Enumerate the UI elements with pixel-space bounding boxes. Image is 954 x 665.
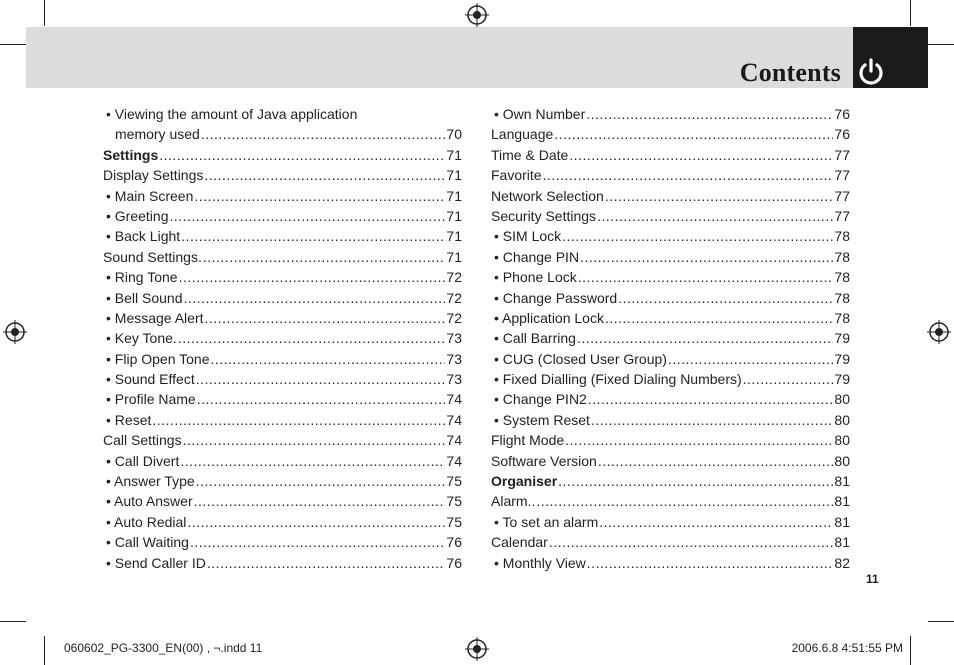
toc-leader-dots [196,369,446,389]
toc-leader-dots [618,288,833,308]
toc-entry-label: memory used [115,126,200,143]
toc-page-number: 71 [446,167,462,184]
toc-leader-dots [598,451,834,471]
toc-page-number: 78 [834,309,850,326]
toc-entry [491,308,850,328]
toc-page-number: 78 [834,248,850,265]
toc-leader-dots [597,206,833,226]
registration-mark-icon [465,3,489,27]
toc-page-number: 70 [446,126,462,143]
toc-page-number: 79 [834,371,850,388]
toc-page-number: 81 [834,473,850,490]
toc-entry [491,512,850,532]
toc-entry-label: • Monthly View [494,554,586,571]
toc-entry [491,165,850,185]
toc-entry [491,288,850,308]
toc-page-number: 74 [446,432,462,449]
toc-entry-label: Organiser [491,473,558,490]
toc-entry [491,267,850,287]
toc-leader-dots [587,553,834,573]
toc-column-right [491,104,850,573]
registration-mark-icon [927,320,951,344]
toc-page-number: 75 [446,473,462,490]
toc-leader-dots [197,389,446,409]
toc-leader-dots [207,553,446,573]
toc-leader-dots [577,328,833,348]
toc-leader-dots [586,104,833,124]
toc-page-number: 71 [446,248,462,265]
toc-leader-dots [194,186,445,206]
toc-leader-dots [569,145,833,165]
crop-mark [0,44,26,45]
toc-leader-dots [187,512,445,532]
crop-mark [910,0,911,26]
toc-page-number: 74 [446,391,462,408]
toc-leader-dots [205,308,446,328]
toc-page-number: 78 [834,228,850,245]
toc-entry-label: • Auto Answer [106,493,193,510]
toc-page-number: 73 [446,371,462,388]
toc-entry [491,410,850,430]
toc-entry-label: • System Reset [494,411,590,428]
toc-entry [491,369,850,389]
toc-entry [491,553,850,573]
toc-page-number: 74 [446,411,462,428]
toc-leader-dots [159,145,445,165]
toc-entry-label: • Answer Type [106,473,195,490]
toc-page-number: 72 [446,269,462,286]
toc-entry-label: • Call Waiting [106,534,189,551]
toc-entry [491,145,850,165]
toc-entry-label: Sound Settings. [103,248,202,265]
toc-leader-dots [170,206,446,226]
toc-entry [491,206,850,226]
toc-entry-label: Network Selection [491,187,604,204]
toc-entry [491,104,850,124]
toc-leader-dots [558,471,833,491]
toc-leader-dots [203,247,446,267]
toc-page-number: 71 [446,228,462,245]
toc-leader-dots [549,532,834,552]
toc-entry-label: • Sound Effect [106,371,195,388]
registration-mark-icon [465,637,489,661]
toc-entry [103,247,462,267]
toc-page-number: 73 [446,350,462,367]
toc-page-number: 74 [446,452,462,469]
toc-entry [491,247,850,267]
toc-entry-label: • Profile Name [106,391,196,408]
toc-leader-dots [591,410,833,430]
toc-leader-dots [183,430,446,450]
toc-entry-label: • Call Divert [106,452,180,469]
toc-leader-dots [210,349,445,369]
toc-entry [103,471,462,491]
toc-entry [491,328,850,348]
toc-leader-dots [194,491,446,511]
toc-leader-dots [181,226,445,246]
toc-page-number: 77 [834,167,850,184]
toc-entry [491,389,850,409]
toc-entry-label: • Reset [106,411,152,428]
toc-entry [103,267,462,287]
toc-page-number: 80 [834,411,850,428]
toc-entry-label: Alarm.. [491,493,536,510]
toc-entry [491,471,850,491]
crop-mark [0,621,26,622]
toc-leader-dots [605,186,834,206]
toc-page-number: 75 [446,513,462,530]
toc-entry [103,328,462,348]
toc-page-number: 81 [834,534,850,551]
toc-entry [491,430,850,450]
toc-page-number: 77 [834,187,850,204]
toc-leader-dots [543,165,834,185]
toc-entry-label: • Call Barring [494,330,576,347]
toc-leader-dots [152,410,445,430]
power-icon [855,56,887,88]
toc-leader-dots [562,226,833,246]
toc-entry [103,553,462,573]
toc-page-number: 80 [834,452,850,469]
toc-entry-label: • Application Lock [494,309,604,326]
toc-entry [491,532,850,552]
toc-entry [103,389,462,409]
toc-leader-dots [565,430,833,450]
page-title: Contents [739,58,841,87]
toc-leader-dots [668,349,833,369]
toc-leader-dots [190,532,445,552]
toc-leader-dots [179,267,446,287]
toc-entry-label: • Greeting [106,207,169,224]
toc-leader-dots [743,369,834,389]
toc-entry-label: • Flip Open Tone [106,350,210,367]
crop-mark [928,44,954,45]
toc-page-number: 79 [834,330,850,347]
toc-entry-label: • Key Tone. [106,330,177,347]
toc-entry-label: • Auto Redial [106,513,187,530]
toc-entry-label: Calendar [491,534,548,551]
toc-entry-label: • Own Number [494,106,586,122]
toc-page-number: 71 [446,187,462,204]
toc-entry [103,369,462,389]
toc-entry-label: Language [491,126,554,143]
toc-entry [103,104,462,124]
toc-page-number: 77 [834,146,850,163]
toc-leader-dots [580,247,833,267]
toc-entry [103,145,462,165]
crop-mark [928,621,954,622]
header-band [26,27,853,88]
toc-entry [491,124,850,144]
toc-leader-dots [180,451,445,471]
toc-leader-dots [536,491,833,511]
toc-leader-dots [196,471,446,491]
toc-entry-label: • Ring Tone [106,269,178,286]
toc-page-number: 71 [446,207,462,224]
toc-page-number: 81 [834,513,850,530]
toc-entry [103,349,462,369]
toc-page-number: 82 [834,554,850,571]
toc-page-number: 76 [446,554,462,571]
toc-entry [491,186,850,206]
toc-entry-label: Call Settings [103,432,182,449]
toc-entry-label: Favorite [491,167,542,184]
toc-entry [491,349,850,369]
toc-entry-label: • Main Screen [106,187,194,204]
toc-page-number: 80 [834,432,850,449]
crop-mark [44,636,45,665]
toc-leader-dots [178,328,446,348]
toc-leader-dots [599,512,833,532]
toc-page-number: 78 [834,269,850,286]
toc-entry-label: • CUG (Closed User Group) [494,350,667,367]
toc-page-number: 79 [834,350,850,367]
toc-entry [103,186,462,206]
toc-leader-dots [184,288,446,308]
toc-page-number: 72 [446,309,462,326]
toc-page-number: 76 [834,106,850,122]
toc-page-number: 75 [446,493,462,510]
toc-entry [103,124,462,144]
toc-entry [103,288,462,308]
toc-column-left [103,104,462,573]
toc-page-number: 71 [446,146,462,163]
toc-entry-label: • Back Light [106,228,181,245]
toc-entry-label: Software Version [491,452,597,469]
toc-entry-label: Display Settings [103,167,204,184]
toc-entry-label: • Change PIN [494,248,580,265]
footer-file-name: 060602_PG-3300_EN(00) , ¬.indd 11 [64,641,263,655]
toc-entry-label: • Phone Lock [494,269,577,286]
toc-entry [103,491,462,511]
toc-entry-label: • Bell Sound [106,289,183,306]
toc-entry-label: • Change PIN2 [494,391,587,408]
toc-page-number: 73 [446,330,462,347]
toc-entry [103,451,462,471]
toc-leader-dots [578,267,834,287]
toc-entry-label: • SIM Lock [494,228,562,245]
toc-entry [103,206,462,226]
toc-leader-dots [588,389,834,409]
toc-entry-label: Time & Date [491,146,569,163]
toc-entry [491,491,850,511]
footer-timestamp: 2006.6.8 4:51:55 PM [791,641,903,655]
toc-entry-label: Flight Mode [491,432,565,449]
toc-leader-dots [201,124,446,144]
toc-entry-label: Settings [103,146,159,163]
registration-mark-icon [3,320,27,344]
toc-entry-label: Security Settings [491,207,597,224]
toc-entry [491,451,850,471]
toc-page-number: 72 [446,289,462,306]
toc-page-number: 77 [834,207,850,224]
toc-entry-label: • Send Caller ID [106,554,206,571]
toc-page-number: 78 [834,289,850,306]
toc-entry [491,226,850,246]
toc-entry [103,430,462,450]
toc-leader-dots [605,308,833,328]
toc-page-number: 80 [834,391,850,408]
toc-entry [103,512,462,532]
toc-entry-label: • Message Alert [106,309,204,326]
toc-entry-label: • To set an alarm [494,513,599,530]
toc-entry [103,308,462,328]
page-number: 11 [866,572,879,586]
toc-page-number: 76 [446,534,462,551]
toc-page-number: 81 [834,493,850,510]
crop-mark [44,0,45,26]
toc-entry-label: • Change Password [494,289,618,306]
toc-entry [103,410,462,430]
toc-entry [103,226,462,246]
toc-leader-dots [554,124,833,144]
toc-entry-label: • Fixed Dialling (Fixed Dialing Numbers) [494,371,742,388]
toc-entry-label: • Viewing the amount of Java application [106,106,358,122]
crop-mark [910,636,911,665]
toc-leader-dots [204,165,445,185]
toc-page-number: 76 [834,126,850,143]
toc-entry [103,165,462,185]
toc-entry [103,532,462,552]
